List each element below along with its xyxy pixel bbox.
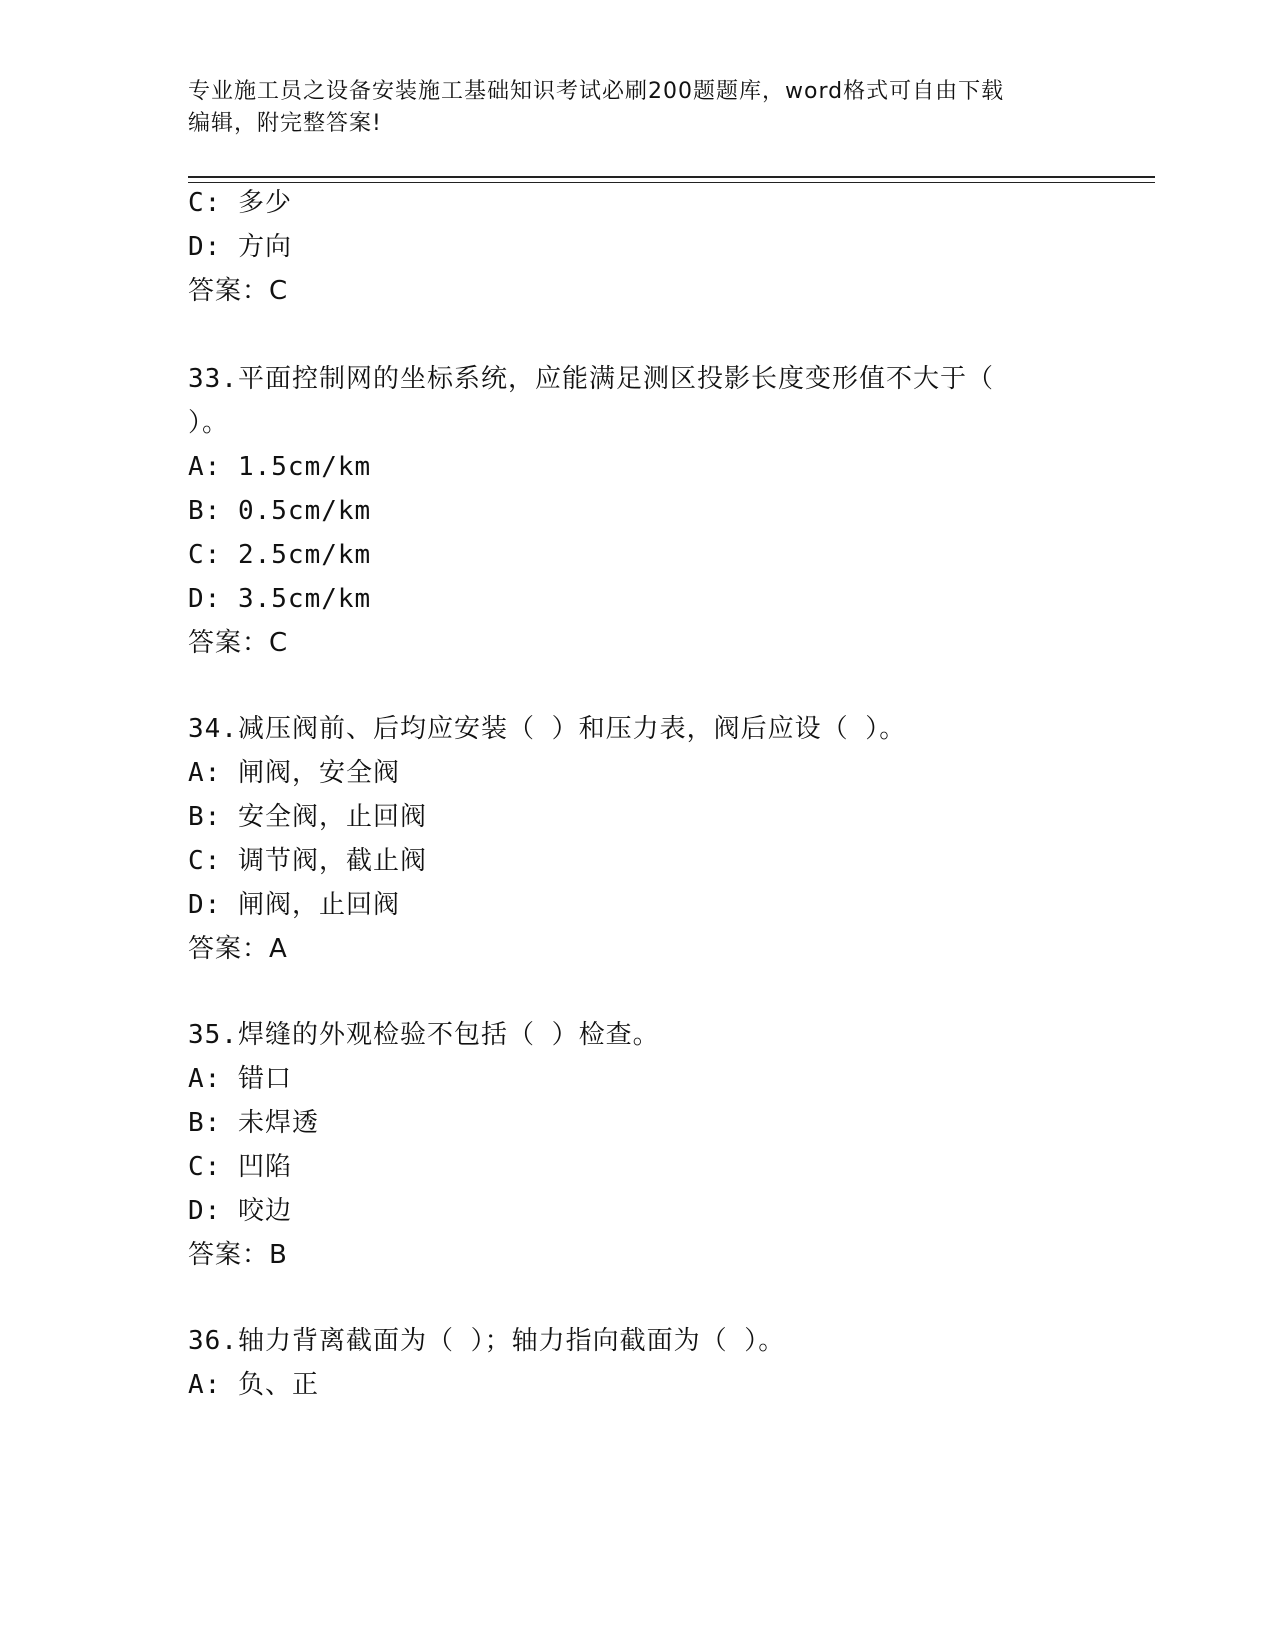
q34-answer: 答案：A	[188, 934, 288, 964]
q34-stem: 34.减压阀前、后均应安装（ ）和压力表，阀后应设（ ）。	[188, 714, 907, 744]
q33-stem-line-1: 33.平面控制网的坐标系统，应能满足测区投影长度变形值不大于（	[188, 364, 994, 394]
q36-stem: 36.轴力背离截面为（ ）；轴力指向截面为（ ）。	[188, 1326, 786, 1356]
prev-answer: 答案：C	[188, 276, 289, 306]
q35-stem: 35.焊缝的外观检验不包括（ ）检查。	[188, 1020, 660, 1050]
document-header	[188, 76, 1088, 140]
q35-option-c: C: 凹陷	[188, 1152, 292, 1182]
q34-option-b: B: 安全阀，止回阀	[188, 802, 427, 832]
header-line-1: 专业施工员之设备安装施工基础知识考试必刷200题题库，word格式可自由下载	[188, 79, 1005, 104]
q36-option-a: A: 负、正	[188, 1370, 319, 1400]
header-rule-thick	[188, 176, 1155, 178]
prev-option-d: D: 方向	[188, 232, 292, 262]
q34-option-d: D: 闸阀，止回阀	[188, 890, 400, 920]
q35-option-d: D: 咬边	[188, 1196, 292, 1226]
q33-answer: 答案：C	[188, 628, 289, 658]
header-line-2: 编辑，附完整答案!	[188, 111, 382, 136]
q33-option-d: D: 3.5cm/km	[188, 584, 372, 614]
q33-option-c: C: 2.5cm/km	[188, 540, 372, 570]
q33-option-b: B: 0.5cm/km	[188, 496, 372, 526]
header-rule-thin	[188, 182, 1155, 183]
q35-option-a: A: 错口	[188, 1064, 292, 1094]
q34-option-c: C: 调节阀，截止阀	[188, 846, 427, 876]
q33-option-a: A: 1.5cm/km	[188, 452, 372, 482]
q33-stem-line-2: ）。	[188, 408, 230, 438]
q35-option-b: B: 未焊透	[188, 1108, 319, 1138]
q35-answer: 答案：B	[188, 1240, 288, 1270]
q34-option-a: A: 闸阀，安全阀	[188, 758, 400, 788]
prev-option-c: C: 多少	[188, 188, 292, 218]
